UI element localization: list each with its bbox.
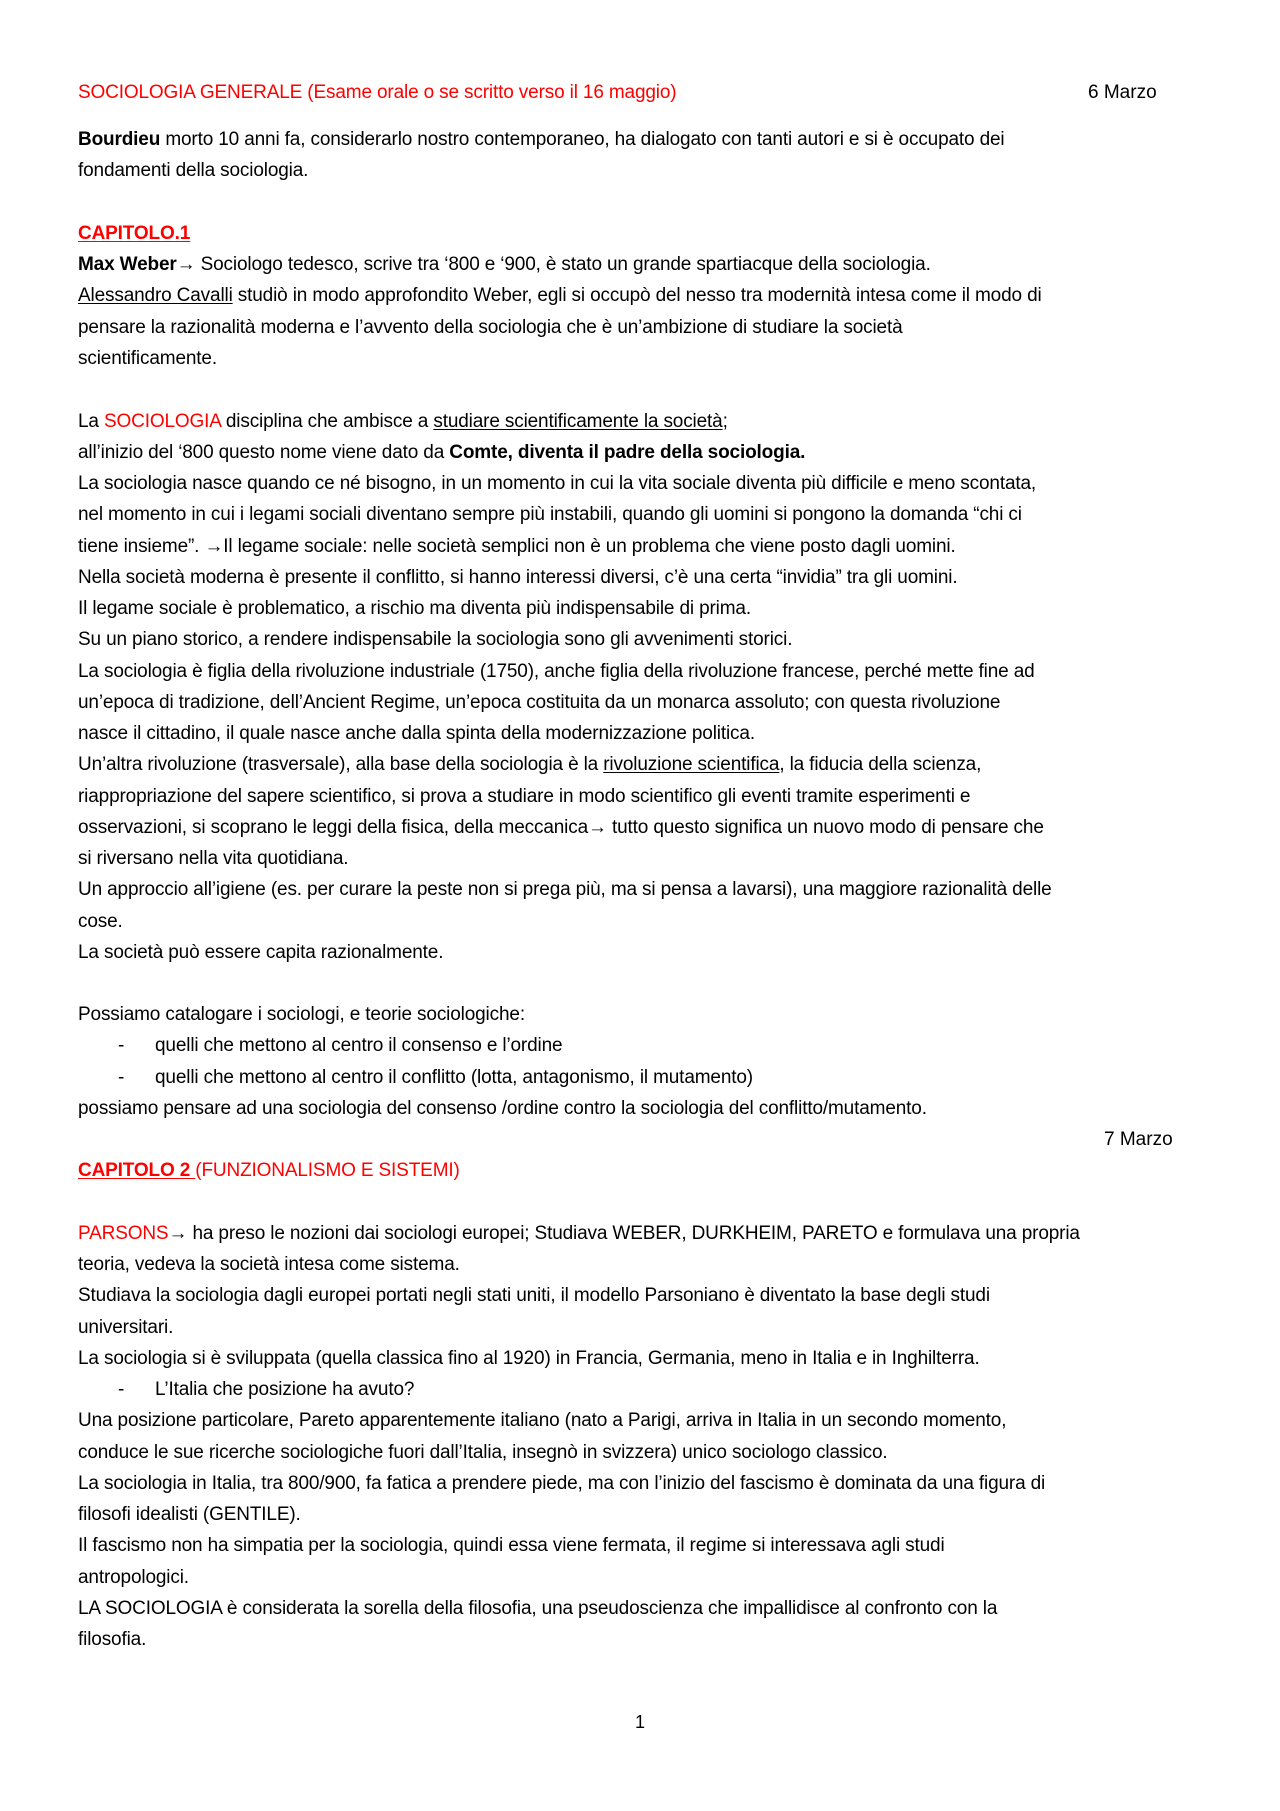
- list-item: quelli che mettono al centro il consenso e l’ordine: [155, 1035, 563, 1056]
- paragraph-line: La sociologia nasce quando ce né bisogno, in un momento in cui la vita sociale diventa più difficile e meno scontata,: [78, 473, 1037, 494]
- arrow-right-icon: →: [168, 1223, 188, 1244]
- paragraph-line: conduce le sue ricerche sociologiche fuori dall’Italia, insegnò in svizzera) unico sociologo classico.: [78, 1442, 888, 1463]
- arrow-right-icon: →: [176, 254, 196, 275]
- text: ha preso le nozioni dai sociologi europei; Studiava WEBER, DURKHEIM, PARETO e formulava una propria: [187, 1223, 1080, 1244]
- text: studiò in modo approfondito Weber, egli si occupò del nesso tra modernità intesa come il modo di: [232, 285, 1042, 306]
- list-item: L’Italia che posizione ha avuto?: [155, 1379, 415, 1400]
- chapter-heading: [78, 1159, 460, 1183]
- paragraph-line: [78, 1222, 1080, 1246]
- text: tiene insieme”.: [78, 536, 205, 557]
- date-label: 7 Marzo: [1104, 1129, 1173, 1150]
- paragraph-line: cose.: [78, 911, 123, 932]
- paragraph-line: pensare la razionalità moderna e l’avvento della sociologia che è un’ambizione di studiare la società: [78, 317, 903, 338]
- chapter-heading-label: CAPITOLO 2: [78, 1160, 196, 1181]
- paragraph-line: Su un piano storico, a rendere indispensabile la sociologia sono gli avvenimenti storici.: [78, 629, 793, 650]
- text: morto 10 anni fa, considerarlo nostro contemporaneo, ha dialogato con tanti autori e si è occupato dei: [160, 129, 1005, 150]
- date-label: 6 Marzo: [1088, 82, 1157, 103]
- paragraph-line: Il legame sociale è problematico, a rischio ma diventa più indispensabile di prima.: [78, 598, 751, 619]
- paragraph-line: LA SOCIOLOGIA è considerata la sorella della filosofia, una pseudoscienza che impallidisce al confronto con la: [78, 1598, 998, 1619]
- underlined-phrase: rivoluzione scientifica: [603, 754, 780, 775]
- bold-phrase: Comte, diventa il padre della sociologia.: [449, 442, 806, 463]
- text: , la fiducia della scienza,: [779, 754, 982, 775]
- paragraph-line: La sociologia è figlia della rivoluzione industriale (1750), anche figlia della rivoluzione francese, perché mette fine ad: [78, 661, 1035, 682]
- document-title: SOCIOLOGIA GENERALE (Esame orale o se scritto verso il 16 maggio): [78, 82, 677, 103]
- bullet-marker: -: [118, 1379, 125, 1400]
- text: Sociologo tedesco, scrive tra ‘800 e ‘900, è stato un grande spartiacque della sociologia.: [195, 254, 931, 275]
- paragraph-line: [78, 253, 931, 277]
- paragraph-line: universitari.: [78, 1317, 174, 1338]
- paragraph-line: Possiamo catalogare i sociologi, e teorie sociologiche:: [78, 1004, 525, 1025]
- paragraph-line: [78, 816, 1044, 840]
- text: disciplina che ambisce a: [220, 411, 434, 432]
- text: all’inizio del ‘800 questo nome viene dato da: [78, 442, 450, 463]
- underlined-phrase: studiare scientificamente la società: [433, 411, 723, 432]
- page-number: 1: [634, 1712, 645, 1732]
- bold-name: Max Weber: [78, 254, 177, 275]
- paragraph-line: Un approccio all’igiene (es. per curare la peste non si prega più, ma si pensa a lavarsi), una maggiore razionalità delle: [78, 879, 1052, 900]
- paragraph-line: Studiava la sociologia dagli europei portati negli stati uniti, il modello Parsoniano è diventato la base degli studi: [78, 1285, 990, 1306]
- paragraph-line: La sociologia si è sviluppata (quella classica fino al 1920) in Francia, Germania, meno in Italia e in Inghilterra.: [78, 1348, 980, 1369]
- paragraph-line: [78, 128, 1005, 152]
- paragraph-line: [78, 753, 981, 777]
- paragraph-line: filosofi idealisti (GENTILE).: [78, 1504, 301, 1525]
- underlined-name: Alessandro Cavalli: [78, 285, 233, 306]
- bold-name: Bourdieu: [78, 129, 161, 150]
- list-item: quelli che mettono al centro il conflitto (lotta, antagonismo, il mutamento): [155, 1067, 753, 1088]
- paragraph-line: [78, 284, 1042, 308]
- paragraph-line: Una posizione particolare, Pareto apparentemente italiano (nato a Parigi, arriva in Italia in un secondo momento,: [78, 1410, 1007, 1431]
- paragraph-line: si riversano nella vita quotidiana.: [78, 848, 349, 869]
- bullet-marker: -: [118, 1035, 125, 1056]
- paragraph-line: nel momento in cui i legami sociali diventano sempre più instabili, quando gli uomini si pongono la domanda “chi ci: [78, 504, 1022, 525]
- highlight-term: SOCIOLOGIA: [103, 411, 221, 432]
- paragraph-line: possiamo pensare ad una sociologia del consenso /ordine contro la sociologia del conflitto/mutamento.: [78, 1098, 927, 1119]
- text: ;: [722, 411, 728, 432]
- paragraph-line: La società può essere capita razionalmente.: [78, 942, 444, 963]
- text: tutto questo significa un nuovo modo di pensare che: [606, 817, 1044, 838]
- text: Il legame sociale: nelle società semplici non è un problema che viene posto dagli uomini.: [223, 536, 956, 557]
- chapter-heading: CAPITOLO.1: [78, 223, 191, 244]
- paragraph-line: [78, 410, 728, 434]
- paragraph-line: teoria, vedeva la società intesa come sistema.: [78, 1254, 460, 1275]
- highlight-term: PARSONS: [78, 1223, 169, 1244]
- paragraph-line: scientificamente.: [78, 348, 217, 369]
- paragraph-line: fondamenti della sociologia.: [78, 160, 309, 181]
- paragraph-line: un’epoca di tradizione, dell’Ancient Regime, un’epoca costituita da un monarca assoluto; con questa rivoluzione: [78, 692, 1001, 713]
- paragraph-line: filosofia.: [78, 1629, 147, 1650]
- chapter-subtitle: (FUNZIONALISMO E SISTEMI): [195, 1160, 460, 1181]
- paragraph-line: nasce il cittadino, il quale nasce anche dalla spinta della modernizzazione politica.: [78, 723, 755, 744]
- text: osservazioni, si scoprano le leggi della fisica, della meccanica: [78, 817, 588, 838]
- arrow-right-icon: →: [204, 536, 224, 557]
- text: La: [78, 411, 104, 432]
- paragraph-line: antropologici.: [78, 1567, 189, 1588]
- text: Un’altra rivoluzione (trasversale), alla base della sociologia è la: [78, 754, 604, 775]
- paragraph-line: La sociologia in Italia, tra 800/900, fa fatica a prendere piede, ma con l’inizio del fascismo è dominata da una figura di: [78, 1473, 1046, 1494]
- paragraph-line: [78, 441, 805, 465]
- paragraph-line: Nella società moderna è presente il conflitto, si hanno interessi diversi, c’è una certa “invidia” tra gli uomini.: [78, 567, 958, 588]
- arrow-right-icon: →: [588, 817, 607, 838]
- paragraph-line: riappropriazione del sapere scientifico, si prova a studiare in modo scientifico gli eventi tramite esperimenti e: [78, 786, 971, 807]
- paragraph-line: Il fascismo non ha simpatia per la sociologia, quindi essa viene fermata, il regime si interessava agli studi: [78, 1535, 945, 1556]
- bullet-marker: -: [118, 1067, 125, 1088]
- paragraph-line: [78, 535, 956, 559]
